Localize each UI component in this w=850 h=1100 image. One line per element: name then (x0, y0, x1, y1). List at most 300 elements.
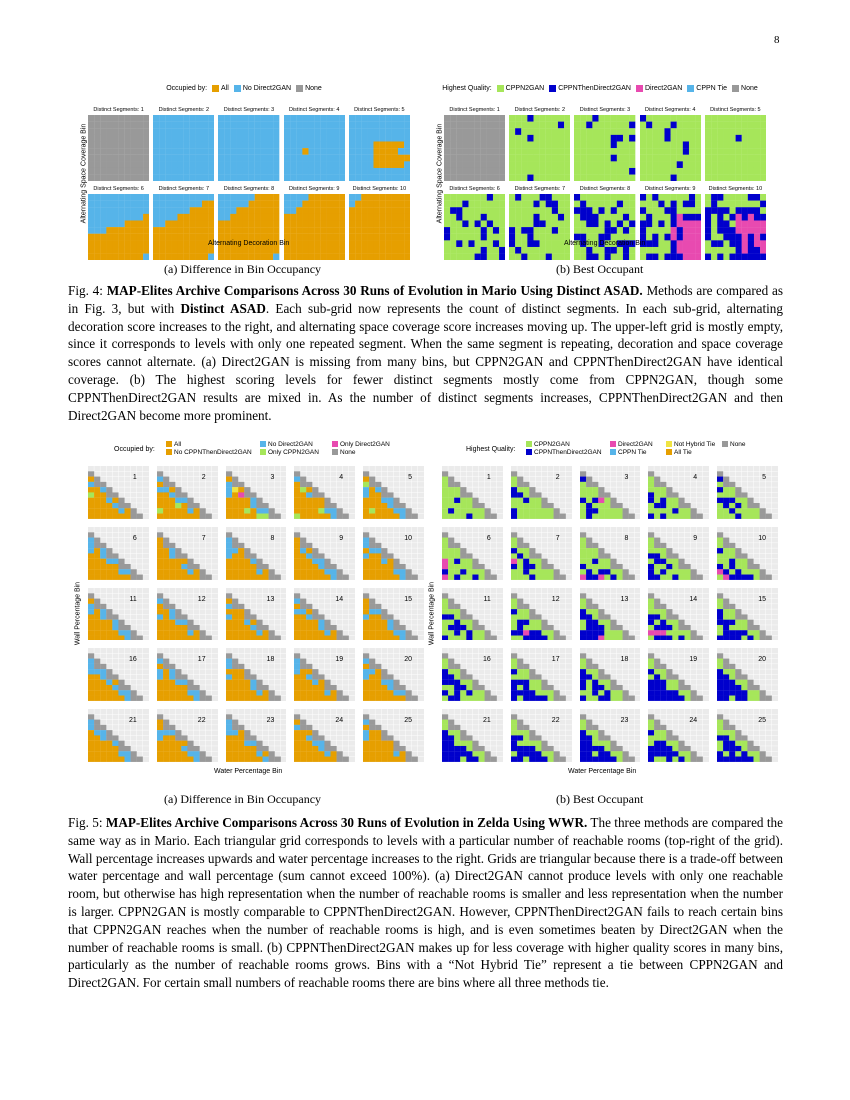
heatmap-svg (580, 527, 641, 580)
heatmap-cell (580, 537, 586, 542)
heatmap-svg (580, 588, 641, 641)
heatmap-cell (748, 514, 754, 519)
heatmap-cell (355, 141, 361, 148)
heatmap-cell (515, 141, 521, 148)
heatmap-svg (363, 588, 424, 641)
heatmap-cell (333, 135, 339, 142)
heatmap-cell (406, 691, 412, 696)
heatmap-cell (404, 207, 410, 214)
heatmap-cell (339, 234, 345, 241)
heatmap-cell (604, 553, 610, 558)
heatmap-cell (400, 630, 406, 635)
heatmap-cell (119, 214, 125, 221)
heatmap-cell (748, 155, 754, 162)
heatmap-cell (381, 757, 387, 762)
heatmap-cell (284, 148, 290, 155)
heatmap-cell (580, 514, 586, 519)
heatmap-cell (274, 635, 280, 640)
heatmap-cell (314, 214, 320, 221)
heatmap-cell (165, 194, 171, 201)
heatmap-cell (499, 115, 505, 122)
heatmap-cell (196, 247, 202, 254)
facet-panel (363, 648, 424, 701)
heatmap-cell (124, 508, 130, 513)
heatmap-cell (735, 241, 741, 248)
heatmap-cell (717, 234, 723, 241)
heatmap-cell (580, 569, 586, 574)
heatmap-cell (534, 155, 540, 162)
heatmap-cell (261, 122, 267, 129)
heatmap-cell (646, 122, 652, 129)
heatmap-cell (676, 207, 682, 214)
heatmap-cell (267, 122, 273, 129)
heatmap-cell (742, 214, 748, 221)
heatmap-cell (118, 746, 124, 751)
heatmap-cell (444, 135, 450, 142)
heatmap-cell (181, 498, 187, 503)
heatmap-cell (676, 241, 682, 248)
heatmap-cell (361, 194, 367, 201)
heatmap-cell (523, 514, 529, 519)
heatmap-cell (157, 569, 163, 574)
heatmap-cell (623, 115, 629, 122)
heatmap-cell (487, 161, 493, 168)
heatmap-cell (367, 141, 373, 148)
heatmap-cell (294, 664, 300, 669)
heatmap-cell (658, 135, 664, 142)
heatmap-cell (118, 741, 124, 746)
heatmap-cell (760, 135, 766, 142)
heatmap-cell (592, 514, 598, 519)
heatmap-cell (153, 241, 159, 248)
legend-swatch (610, 441, 616, 447)
heatmap-cell (605, 128, 611, 135)
heatmap-cell (534, 175, 540, 182)
heatmap-cell (392, 155, 398, 162)
heatmap-cell (172, 234, 178, 241)
heatmap-cell (226, 569, 232, 574)
heatmap-cell (468, 155, 474, 162)
heatmap-cell (178, 247, 184, 254)
heatmap-cell (392, 122, 398, 129)
heatmap-cell (460, 503, 466, 508)
heatmap-cell (244, 508, 250, 513)
heatmap-cell (658, 234, 664, 241)
heatmap-cell (363, 736, 369, 741)
heatmap-cell (237, 122, 243, 129)
heatmap-cell (676, 141, 682, 148)
heatmap-cell (172, 115, 178, 122)
heatmap-cell (593, 214, 599, 221)
heatmap-cell (361, 135, 367, 142)
heatmap-cell (667, 574, 673, 579)
facet-panel (284, 185, 345, 260)
heatmap-cell (386, 141, 392, 148)
heatmap-cell (243, 161, 249, 168)
heatmap-cell (243, 175, 249, 182)
heatmap-cell (106, 221, 112, 228)
heatmap-cell (450, 148, 456, 155)
heatmap-cell (515, 214, 521, 221)
heatmap-cell (462, 168, 468, 175)
heatmap-cell (349, 234, 355, 241)
heatmap-cell (172, 155, 178, 162)
heatmap-cell (284, 175, 290, 182)
facet-panel (511, 466, 572, 519)
heatmap-cell (202, 168, 208, 175)
heatmap-cell (605, 254, 611, 261)
heatmap-cell (729, 503, 735, 508)
heatmap-cell (250, 503, 256, 508)
heatmap-cell (760, 635, 766, 640)
facet-panel (442, 648, 503, 701)
heatmap-cell (381, 691, 387, 696)
heatmap-cell (717, 241, 723, 248)
heatmap-cell (369, 680, 375, 685)
heatmap-cell (540, 122, 546, 129)
heatmap-cell (373, 214, 379, 221)
heatmap-cell (534, 247, 540, 254)
heatmap-cell (256, 741, 262, 746)
heatmap-cell (163, 751, 169, 756)
heatmap-cell (523, 696, 529, 701)
heatmap-cell (456, 207, 462, 214)
heatmap-cell (580, 482, 586, 487)
heatmap-cell (448, 664, 454, 669)
heatmap-cell (529, 619, 535, 624)
heatmap-cell (723, 207, 729, 214)
heatmap-cell (586, 625, 592, 630)
legend-swatch (526, 449, 532, 455)
heatmap-cell (546, 207, 552, 214)
heatmap-cell (232, 574, 238, 579)
heatmap-cell (499, 214, 505, 221)
heatmap-cell (682, 168, 688, 175)
heatmap-cell (460, 635, 466, 640)
heatmap-cell (238, 609, 244, 614)
heatmap-cell (273, 214, 279, 221)
heatmap-cell (106, 548, 112, 553)
heatmap-cell (517, 548, 523, 553)
legend-title: Occupied by: (114, 446, 155, 453)
heatmap-cell (307, 498, 313, 503)
facet-number: 4 (339, 474, 344, 481)
heatmap-cell (534, 201, 540, 208)
heatmap-cell (379, 194, 385, 201)
heatmap-cell (118, 691, 124, 696)
heatmap-cell (169, 609, 175, 614)
heatmap-cell (468, 201, 474, 208)
heatmap-cell (729, 569, 735, 574)
heatmap-cell (325, 696, 331, 701)
heatmap-cell (670, 148, 676, 155)
heatmap-cell (622, 508, 628, 513)
facet-panel (717, 588, 778, 641)
heatmap-cell (689, 155, 695, 162)
heatmap-cell (143, 148, 149, 155)
heatmap-cell (723, 503, 729, 508)
heatmap-cell (296, 128, 302, 135)
heatmap-cell (159, 128, 165, 135)
fig5b-legend (434, 440, 780, 460)
heatmap-cell (175, 696, 181, 701)
heatmap-cell (679, 558, 685, 563)
heatmap-cell (646, 141, 652, 148)
heatmap-cell (667, 630, 673, 635)
facet-number: 16 (483, 656, 491, 664)
heatmap-cell (169, 508, 175, 513)
heatmap-cell (648, 482, 654, 487)
heatmap-cell (442, 696, 448, 701)
heatmap-cell (88, 508, 94, 513)
heatmap-cell (466, 553, 472, 558)
heatmap-cell (178, 221, 184, 228)
heatmap-cell (450, 201, 456, 208)
heatmap-cell (361, 115, 367, 122)
heatmap-cell (296, 122, 302, 129)
heatmap-cell (157, 685, 163, 690)
heatmap-cell (196, 254, 202, 261)
heatmap-cell (226, 614, 232, 619)
heatmap-cell (478, 685, 484, 690)
heatmap-cell (717, 161, 723, 168)
heatmap-cell (388, 685, 394, 690)
heatmap-cell (695, 247, 701, 254)
heatmap-cell (326, 207, 332, 214)
heatmap-cell (667, 564, 673, 569)
heatmap-cell (193, 564, 199, 569)
heatmap-cell (369, 603, 375, 608)
heatmap-cell (586, 680, 592, 685)
heatmap-cell (406, 757, 412, 762)
heatmap-cell (705, 168, 711, 175)
heatmap-cell (468, 168, 474, 175)
heatmap-cell (231, 207, 237, 214)
heatmap-cell (729, 630, 735, 635)
heatmap-cell (547, 503, 553, 508)
heatmap-cell (729, 194, 735, 201)
heatmap-cell (499, 175, 505, 182)
heatmap-cell (534, 207, 540, 214)
heatmap-cell (481, 227, 487, 234)
heatmap-cell (742, 155, 748, 162)
heatmap-svg (294, 466, 355, 519)
heatmap-cell (717, 635, 723, 640)
heatmap-cell (290, 221, 296, 228)
heatmap-cell (528, 175, 534, 182)
heatmap-cell (375, 482, 381, 487)
heatmap-cell (226, 487, 232, 492)
heatmap-cell (157, 730, 163, 735)
heatmap-cell (284, 214, 290, 221)
heatmap-cell (581, 141, 587, 148)
heatmap-cell (546, 201, 552, 208)
heatmap-cell (320, 227, 326, 234)
heatmap-cell (333, 141, 339, 148)
heatmap-cell (218, 254, 224, 261)
heatmap-cell (466, 675, 472, 680)
heatmap-cell (535, 696, 541, 701)
heatmap-cell (676, 227, 682, 234)
heatmap-cell (691, 508, 697, 513)
heatmap-cell (300, 548, 306, 553)
heatmap-cell (682, 122, 688, 129)
heatmap-cell (237, 135, 243, 142)
heatmap-cell (232, 619, 238, 624)
heatmap-cell (237, 155, 243, 162)
heatmap-cell (493, 254, 499, 261)
heatmap-cell (586, 675, 592, 680)
heatmap-cell (284, 141, 290, 148)
heatmap-cell (165, 201, 171, 208)
heatmap-cell (94, 558, 100, 563)
heatmap-cell (326, 128, 332, 135)
heatmap-cell (623, 221, 629, 228)
heatmap-cell (735, 214, 741, 221)
heatmap-cell (190, 115, 196, 122)
heatmap-cell (472, 625, 478, 630)
heatmap-cell (456, 241, 462, 248)
heatmap-cell (165, 254, 171, 261)
heatmap-cell (244, 569, 250, 574)
heatmap-cell (319, 741, 325, 746)
heatmap-cell (735, 201, 741, 208)
heatmap-cell (88, 664, 94, 669)
heatmap-cell (682, 135, 688, 142)
heatmap-cell (450, 234, 456, 241)
heatmap-cell (723, 598, 729, 603)
heatmap-cell (157, 746, 163, 751)
heatmap-cell (552, 254, 558, 261)
heatmap-cell (535, 569, 541, 574)
heatmap-cell (546, 115, 552, 122)
heatmap-cell (605, 221, 611, 228)
heatmap-cell (598, 675, 604, 680)
heatmap-cell (373, 254, 379, 261)
heatmap-cell (157, 757, 163, 762)
heatmap-cell (448, 569, 454, 574)
heatmap-cell (610, 685, 616, 690)
heatmap-cell (163, 685, 169, 690)
heatmap-cell (367, 201, 373, 208)
heatmap-cell (754, 630, 760, 635)
heatmap-cell (172, 214, 178, 221)
heatmap-cell (392, 201, 398, 208)
heatmap-cell (196, 168, 202, 175)
heatmap-cell (586, 569, 592, 574)
heatmap-cell (131, 227, 137, 234)
heatmap-cell (169, 751, 175, 756)
fig5b-panel (428, 440, 780, 776)
heatmap-cell (226, 670, 232, 675)
heatmap-cell (125, 115, 131, 122)
heatmap-cell (521, 148, 527, 155)
heatmap-cell (529, 508, 535, 513)
heatmap-cell (695, 234, 701, 241)
fig4b-facet-grid (444, 106, 766, 240)
heatmap-cell (679, 635, 685, 640)
heatmap-svg (509, 194, 570, 260)
heatmap-cell (256, 503, 262, 508)
heatmap-cell (652, 207, 658, 214)
heatmap-cell (238, 564, 244, 569)
heatmap-cell (231, 201, 237, 208)
heatmap-cell (676, 122, 682, 129)
heatmap-cell (466, 630, 472, 635)
heatmap-cell (456, 161, 462, 168)
heatmap-cell (523, 548, 529, 553)
heatmap-cell (648, 593, 654, 598)
heatmap-cell (517, 619, 523, 624)
heatmap-cell (196, 115, 202, 122)
heatmap-cell (100, 115, 106, 122)
heatmap-cell (232, 625, 238, 630)
heatmap-cell (308, 122, 314, 129)
heatmap-cell (106, 254, 112, 261)
heatmap-cell (124, 746, 130, 751)
heatmap-cell (379, 168, 385, 175)
heatmap-cell (163, 736, 169, 741)
heatmap-cell (137, 757, 143, 762)
heatmap-cell (511, 635, 517, 640)
heatmap-cell (294, 603, 300, 608)
heatmap-cell (232, 598, 238, 603)
heatmap-cell (654, 619, 660, 624)
heatmap-cell (369, 675, 375, 680)
heatmap-cell (307, 487, 313, 492)
heatmap-cell (454, 569, 460, 574)
heatmap-cell (193, 574, 199, 579)
heatmap-cell (598, 685, 604, 690)
heatmap-cell (302, 115, 308, 122)
heatmap-cell (88, 221, 94, 228)
heatmap-cell (249, 175, 255, 182)
heatmap-cell (100, 161, 106, 168)
facet-number: 22 (197, 717, 206, 725)
heatmap-cell (193, 691, 199, 696)
heatmap-cell (593, 194, 599, 201)
legend-swatch (610, 449, 616, 455)
heatmap-cell (226, 659, 232, 664)
heatmap-cell (754, 115, 760, 122)
heatmap-cell (667, 498, 673, 503)
heatmap-cell (175, 736, 181, 741)
heatmap-cell (605, 115, 611, 122)
heatmap-cell (333, 221, 339, 228)
heatmap-cell (398, 207, 404, 214)
heatmap-cell (238, 685, 244, 690)
heatmap-cell (361, 247, 367, 254)
heatmap-cell (106, 503, 112, 508)
heatmap-cell (648, 564, 654, 569)
heatmap-cell (232, 603, 238, 608)
heatmap-cell (392, 241, 398, 248)
heatmap-cell (131, 234, 137, 241)
heatmap-cell (94, 696, 100, 701)
heatmap-cell (404, 148, 410, 155)
heatmap-cell (106, 635, 112, 640)
heatmap-cell (307, 675, 313, 680)
heatmap-cell (367, 241, 373, 248)
heatmap-cell (711, 207, 717, 214)
heatmap-cell (534, 227, 540, 234)
heatmap-cell (300, 543, 306, 548)
heatmap-cell (648, 514, 654, 519)
heatmap-cell (640, 194, 646, 201)
heatmap-cell (640, 201, 646, 208)
heatmap-cell (190, 214, 196, 221)
heatmap-cell (294, 503, 300, 508)
